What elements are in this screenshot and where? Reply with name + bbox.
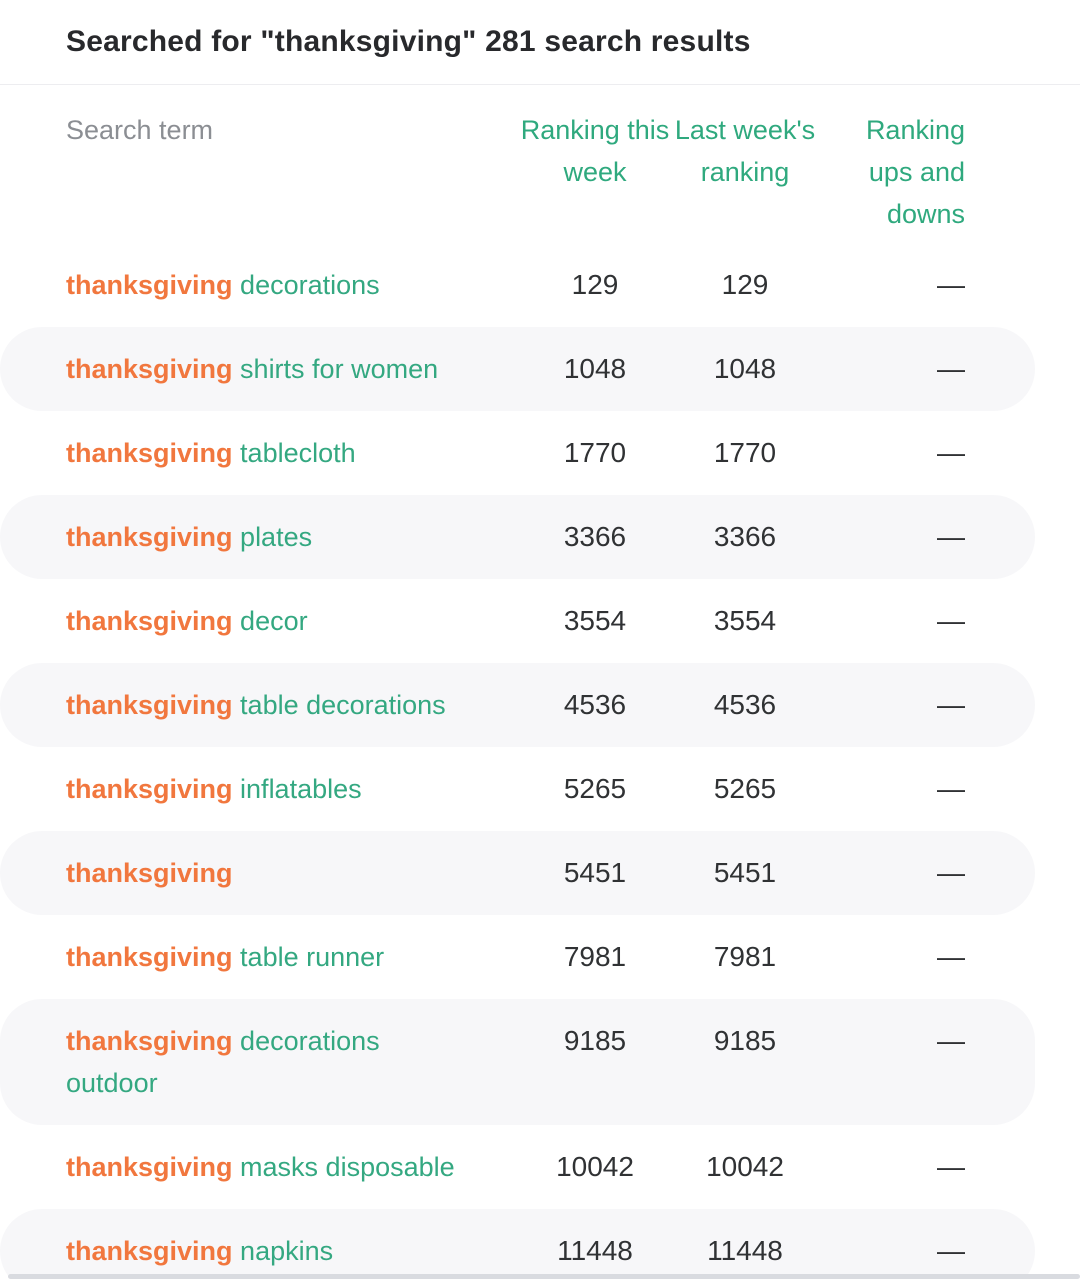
ranking-change-value: — [937, 1151, 965, 1182]
search-term-cell[interactable] [66, 348, 520, 390]
last-week-ranking-value: 10042 [706, 1151, 784, 1182]
search-term-rest: napkins [240, 1236, 334, 1266]
keyword-highlight: thanksgiving [66, 1152, 233, 1182]
search-term-rest: decorations outdoor [66, 1026, 380, 1098]
column-header-ranking-ups-downs: Ranking ups and downs [865, 115, 965, 229]
last-week-ranking-value: 4536 [713, 689, 777, 720]
keyword-highlight: thanksgiving [66, 522, 233, 552]
ranking-this-week-value: 11448 [557, 1235, 633, 1266]
last-week-ranking-value: 5265 [713, 773, 777, 804]
keyword-highlight: thanksgiving [66, 942, 233, 972]
ranking-this-week-value: 9185 [563, 1025, 627, 1056]
search-term-cell[interactable] [66, 1230, 520, 1272]
ranking-this-week-value: 10042 [556, 1151, 634, 1182]
search-term-cell[interactable] [66, 432, 520, 474]
search-term-rest: decorations [240, 270, 380, 300]
table-row[interactable] [0, 327, 1035, 411]
column-header-ranking-this-week: Ranking this week [520, 115, 670, 187]
search-term-cell[interactable] [66, 936, 520, 978]
last-week-ranking-value: 7981 [713, 941, 777, 972]
table-row[interactable] [0, 495, 1035, 579]
search-term-cell[interactable] [66, 1020, 520, 1104]
ranking-change-value: — [937, 941, 965, 972]
search-term-cell[interactable] [66, 516, 520, 558]
table-row[interactable] [0, 579, 1035, 663]
search-term-cell[interactable] [66, 600, 520, 642]
last-week-ranking-value: 11448 [707, 1235, 783, 1266]
table-row[interactable] [0, 747, 1035, 831]
keyword-highlight: thanksgiving [66, 690, 233, 720]
column-header-search-term: Search term [66, 115, 214, 145]
last-week-ranking-value: 3366 [713, 521, 777, 552]
ranking-this-week-value: 4536 [563, 689, 627, 720]
last-week-ranking-value: 1048 [713, 353, 777, 384]
table-row[interactable] [0, 1209, 1035, 1279]
last-week-ranking-value: 9185 [713, 1025, 777, 1056]
search-term-rest: inflatables [240, 774, 362, 804]
ranking-change-value: — [937, 857, 965, 888]
search-term-rest: table decorations [240, 690, 446, 720]
keyword-highlight: thanksgiving [66, 606, 233, 636]
ranking-this-week-value: 3366 [563, 521, 627, 552]
search-term-rest: plates [240, 522, 313, 552]
ranking-change-value: — [937, 437, 965, 468]
search-term-rest: decor [240, 606, 308, 636]
title-bar [0, 0, 1080, 85]
page-title: Searched for "thanksgiving" 281 search results [66, 25, 751, 58]
bottom-edge-divider [8, 1274, 1080, 1279]
table-row[interactable] [0, 999, 1035, 1125]
last-week-ranking-value: 1770 [713, 437, 777, 468]
search-term-cell[interactable] [66, 1146, 520, 1188]
search-term-cell[interactable] [66, 264, 520, 306]
keyword-highlight: thanksgiving [66, 858, 233, 888]
ranking-this-week-value: 1048 [563, 353, 627, 384]
last-week-ranking-value: 129 [721, 269, 769, 300]
column-header-last-week-ranking: Last week's ranking [674, 115, 816, 187]
search-term-rest: table runner [240, 942, 385, 972]
ranking-change-value: — [937, 773, 965, 804]
table-row[interactable] [0, 1125, 1035, 1209]
search-term-rest: tablecloth [240, 438, 356, 468]
table-header-row [0, 85, 1035, 243]
last-week-ranking-value: 5451 [713, 857, 777, 888]
ranking-change-value: — [937, 521, 965, 552]
ranking-this-week-value: 7981 [563, 941, 627, 972]
keyword-highlight: thanksgiving [66, 1026, 233, 1056]
ranking-change-value: — [937, 689, 965, 720]
ranking-change-value: — [937, 605, 965, 636]
table-row[interactable] [0, 831, 1035, 915]
ranking-change-value: — [937, 1235, 965, 1266]
ranking-change-value: — [937, 353, 965, 384]
ranking-change-value: — [937, 269, 965, 300]
keyword-highlight: thanksgiving [66, 354, 233, 384]
search-term-rest: masks disposable [240, 1152, 455, 1182]
keyword-highlight: thanksgiving [66, 1236, 233, 1266]
table-body [0, 243, 1080, 1279]
ranking-this-week-value: 5265 [563, 773, 627, 804]
search-term-cell[interactable] [66, 684, 520, 726]
table-row[interactable] [0, 243, 1035, 327]
table-row[interactable] [0, 915, 1035, 999]
last-week-ranking-value: 3554 [713, 605, 777, 636]
keyword-highlight: thanksgiving [66, 270, 233, 300]
ranking-this-week-value: 3554 [563, 605, 627, 636]
table-row[interactable] [0, 663, 1035, 747]
search-term-cell[interactable] [66, 768, 520, 810]
search-term-cell[interactable] [66, 852, 520, 894]
search-term-rest: shirts for women [240, 354, 439, 384]
ranking-this-week-value: 5451 [563, 857, 627, 888]
ranking-change-value: — [937, 1025, 965, 1056]
ranking-this-week-value: 1770 [563, 437, 627, 468]
table-row[interactable] [0, 411, 1035, 495]
ranking-this-week-value: 129 [571, 269, 619, 300]
keyword-highlight: thanksgiving [66, 774, 233, 804]
keyword-highlight: thanksgiving [66, 438, 233, 468]
